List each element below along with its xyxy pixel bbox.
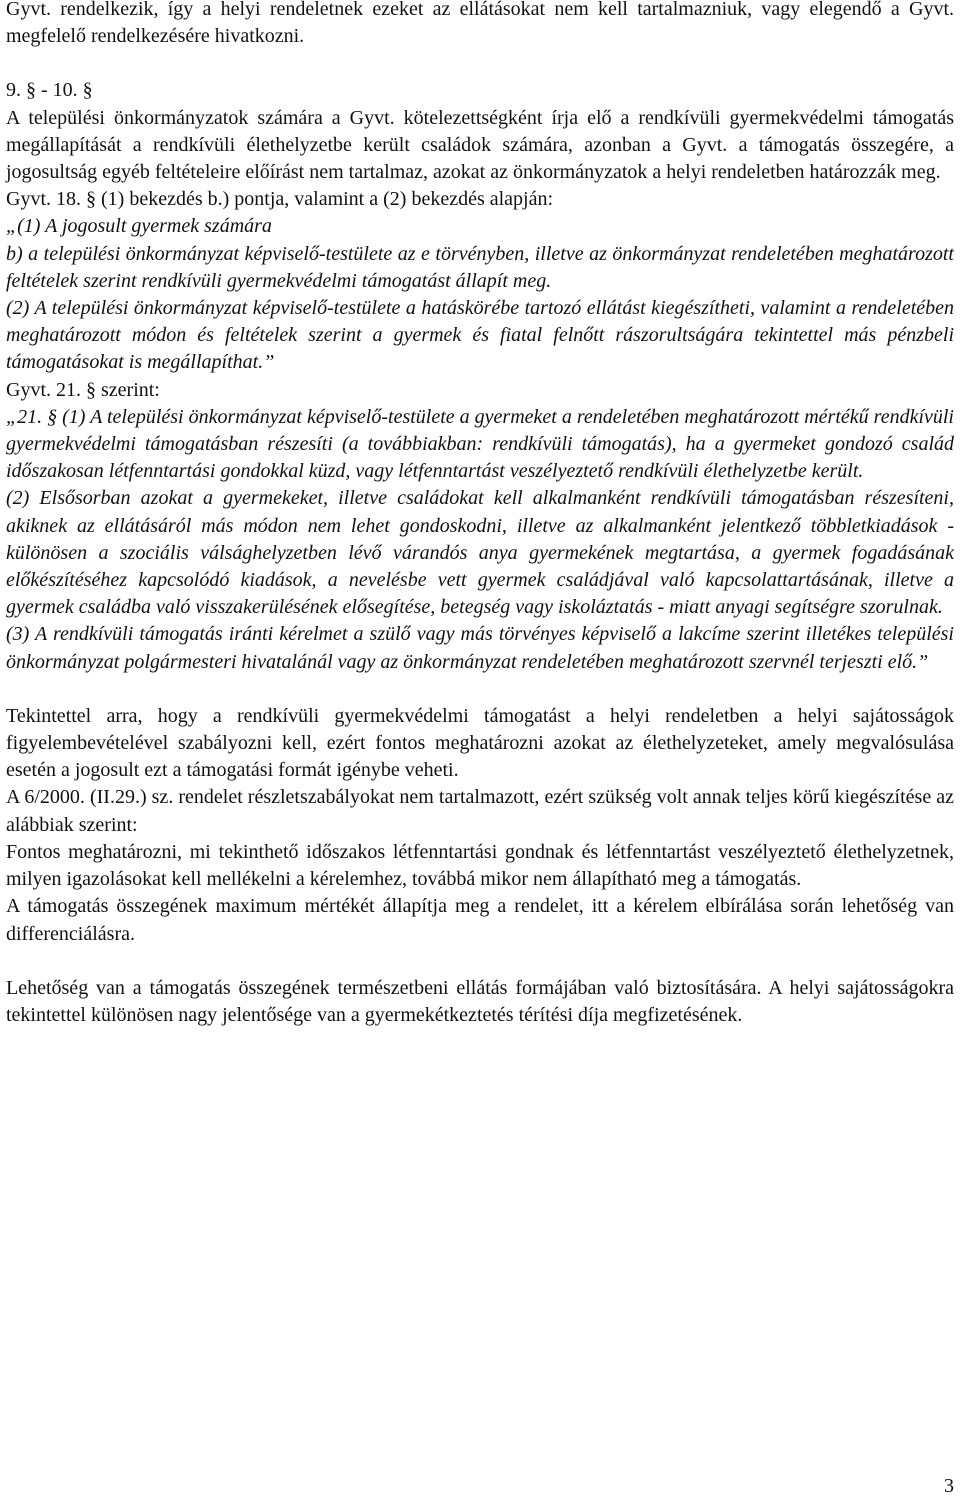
page-number: 3 [944,1475,954,1497]
quote-21-2: (2) Elsősorban azokat a gyermekeket, illetve családokat kell alkalmanként rendkívüli támogatásban részesíteni, akiknek az ellátásáról más módon nem lehet gondoskodni, illetve az alkalmanként jelentkező többletkiadások - különösen a szociális válsághelyzetben lévő várandós anya gyermekének megtartása, a gyermek fogadásának előkészítéséhez kapcsolódó kiadások, a nevelésbe vett gyermek családjával való kapcsolattartásának, illetve a gyermek családba való visszakerülésének elősegítése, betegség vagy iskoláztatás - miatt anyagi segítségre szorulnak. [6,487,954,619]
paragraph-definition: Fontos meghatározni, mi tekinthető időszakos létfenntartási gondnak és létfenntartást veszélyeztető élethelyzetnek, milyen igazolásokat kell mellékelni a kérelemhez, továbbá mikor nem állapítható meg a támogatás. [6,840,954,891]
blank-line [6,948,954,975]
paragraph-in-kind: Lehetőség van a támogatás összegének természetbeni ellátás formájában való biztosítására. A helyi sajátosságokra tekintettel különösen nagy jelentősége van a gyermekétkeztetés térítési díja megfizetésének. [6,976,954,1026]
paragraph-reference-21: Gyvt. 21. § szerint: [6,378,160,401]
paragraph-maximum: A támogatás összegének maximum mértékét állapítja meg a rendelet, itt a kérelem elbírálása során lehetőség van differenciálásra. [6,895,954,945]
quote-18-1: „(1) A jogosult gyermek számára [6,215,272,238]
section-heading: 9. § - 10. § [6,79,93,102]
quote-21-1: „21. § (1) A települési önkormányzat képviselő-testülete a gyermeket a rendeletében meghatározott mértékű rendkívüli gyermekvédelmi támogatásban részesíti (a továbbiakban: rendkívüli támogatás), ha a gyermeket gondozó család időszakosan létfenntartási gondokkal küzd, vagy létfenntartást veszélyeztető rendkívüli élethelyzetbe került. [6,405,954,483]
quote-18-2: (2) A települési önkormányzat képviselő-testülete a hatáskörébe tartozó ellátást kiegészítheti, valamint a rendeletében meghatározott módon és feltételek szerint a gyermek és fiatal felnőtt rászorultságára tekintettel más pénzbeli támogatásokat is megállapíthat.” [6,297,954,374]
paragraph-reference-18: Gyvt. 18. § (1) bekezdés b.) pontja, valamint a (2) bekezdés alapján: [6,188,554,211]
document-body [6,0,954,1029]
blank-line [6,50,954,77]
quote-21-3: (3) A rendkívüli támogatás iránti kérelmet a szülő vagy más törvényes képviselő a lakcíme szerint illetékes települési önkormányzat polgármesteri hivatalánál vagy az önkormányzat rendeletében meghatározott szervnél terjeszti elő.” [6,623,954,673]
quote-18-1-b: b) a települési önkormányzat képviselő-testülete az e törvényben, illetve az önkormányzat rendeletében meghatározott feltételek szerint rendkívüli gyermekvédelmi támogatást állapít meg. [6,242,954,292]
paragraph-regulation: A 6/2000. (II.29.) sz. rendelet részletszabályokat nem tartalmazott, ezért szükség volt annak teljes körű kiegészítése az alábbiak szerint: [6,786,954,836]
paragraph-local-specifics: Tekintettel arra, hogy a rendkívüli gyermekvédelmi támogatást a helyi rendeletben a helyi sajátosságok figyelembevételével szabályozni kell, ezért fontos meghatározni azokat az élethelyzeteket, amely megvalósulása esetén a jogosult ezt a támogatási formát igénybe veheti. [6,704,954,782]
paragraph-intro: Gyvt. rendelkezik, így a helyi rendeletnek ezeket az ellátásokat nem kell tartalmazniuk, vagy elegendő a Gyvt. megfelelő rendelkezésére hivatkozni. [6,0,954,48]
blank-line [6,676,954,703]
paragraph-obligation: A települési önkormányzatok számára a Gyvt. kötelezettségként írja elő a rendkívüli gyermekvédelmi támogatás megállapítását a rendkívüli élethelyzetbe került családok számára, azonban a Gyvt. a támogatás összegére, a jogosultság egyéb feltételeire előírást nem tartalmaz, azokat az önkormányzatok a helyi rendeletben határozzák meg. [6,106,954,184]
